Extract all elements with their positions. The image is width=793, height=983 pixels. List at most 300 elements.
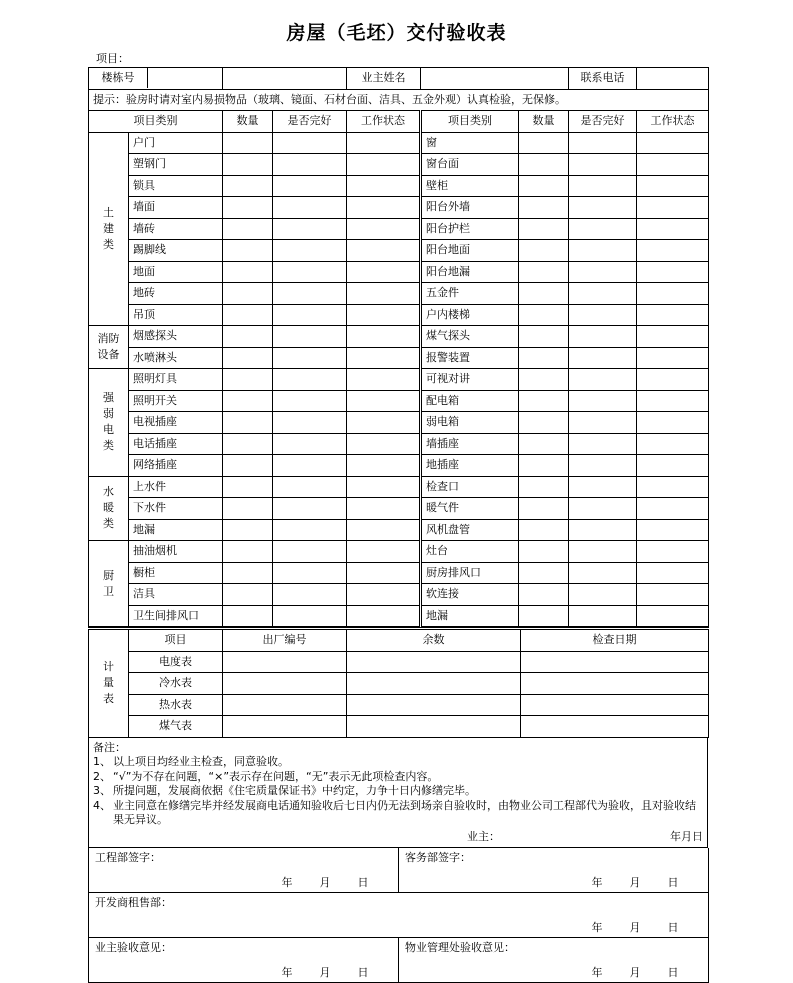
category-label bbox=[89, 326, 129, 369]
qty-left-cell[interactable] bbox=[223, 240, 273, 262]
date-day-label: 日 bbox=[692, 829, 703, 843]
qty-right-cell[interactable] bbox=[519, 562, 569, 584]
status-left-cell[interactable] bbox=[347, 562, 421, 584]
item-name-right: 阳台地漏 bbox=[421, 261, 519, 283]
inspection-row bbox=[89, 455, 709, 477]
qty-right-cell[interactable] bbox=[519, 390, 569, 412]
note-text: 所提问题，发展商依据《住宅质量保证书》中约定，力争十日内修缮完毕。 bbox=[113, 784, 476, 797]
category-char: 电 bbox=[103, 423, 114, 437]
meter-name: 电度表 bbox=[129, 651, 223, 673]
date-year-label: 年 bbox=[591, 876, 603, 889]
note-item bbox=[93, 770, 703, 785]
status-left-cell[interactable] bbox=[347, 498, 421, 520]
property-opinion-date bbox=[578, 967, 692, 979]
item-name-left: 吊顶 bbox=[129, 304, 223, 326]
item-name-left: 地面 bbox=[129, 261, 223, 283]
condition-left-cell[interactable] bbox=[273, 412, 347, 434]
item-name-left: 照明灯具 bbox=[129, 369, 223, 391]
owner-sign-line bbox=[93, 830, 703, 845]
phone-label: 联系电话 bbox=[569, 68, 637, 90]
meter-serial-number-cell[interactable] bbox=[223, 673, 347, 695]
qty-left-cell[interactable] bbox=[223, 455, 273, 477]
inspection-row bbox=[89, 562, 709, 584]
condition-right-cell[interactable] bbox=[569, 498, 637, 520]
date-month-label: 月 bbox=[629, 921, 641, 934]
status-right-cell[interactable] bbox=[637, 197, 709, 219]
developer-sales-sign-date bbox=[578, 922, 692, 934]
condition-left-cell[interactable] bbox=[273, 498, 347, 520]
meter-serial-number-cell[interactable] bbox=[223, 651, 347, 673]
note-text: “√”为不存在问题，“×”表示存在问题，“无”表示无此项检查内容。 bbox=[113, 769, 439, 783]
category-char: 建 bbox=[103, 221, 114, 235]
condition-left-cell[interactable] bbox=[273, 132, 347, 154]
item-name-left: 水喷淋头 bbox=[129, 347, 223, 369]
condition-right-cell[interactable] bbox=[569, 584, 637, 606]
status-right-cell[interactable] bbox=[637, 240, 709, 262]
condition-left-cell[interactable] bbox=[273, 562, 347, 584]
qty-right-cell[interactable] bbox=[519, 347, 569, 369]
qty-left-cell[interactable] bbox=[223, 261, 273, 283]
condition-right-cell[interactable] bbox=[569, 347, 637, 369]
status-left-cell[interactable] bbox=[347, 261, 421, 283]
inspection-row bbox=[89, 175, 709, 197]
category-char: 暖 bbox=[103, 501, 114, 515]
status-right-cell[interactable] bbox=[637, 541, 709, 563]
col-header-category-right: 项目类别 bbox=[421, 111, 519, 133]
status-right-cell[interactable] bbox=[637, 347, 709, 369]
item-name-left: 抽油烟机 bbox=[129, 541, 223, 563]
date-day-label: 日 bbox=[667, 921, 679, 934]
qty-left-cell[interactable] bbox=[223, 476, 273, 498]
engineering-sign-cell[interactable] bbox=[89, 848, 399, 893]
status-left-cell[interactable] bbox=[347, 197, 421, 219]
owner-sign-label: 业主： bbox=[467, 829, 500, 843]
date-year-label: 年 bbox=[591, 966, 603, 979]
condition-right-cell[interactable] bbox=[569, 455, 637, 477]
inspection-row bbox=[89, 498, 709, 520]
condition-left-cell[interactable] bbox=[273, 240, 347, 262]
condition-left-cell[interactable] bbox=[273, 519, 347, 541]
column-header-row bbox=[89, 111, 709, 133]
condition-right-cell[interactable] bbox=[569, 433, 637, 455]
engineering-sign-label: 工程部签字： bbox=[95, 851, 161, 864]
qty-right-cell[interactable] bbox=[519, 175, 569, 197]
note-item bbox=[93, 799, 703, 828]
category-char: 厨 bbox=[103, 568, 114, 582]
inspection-row bbox=[89, 283, 709, 305]
col-header-condition-left: 是否完好 bbox=[273, 111, 347, 133]
qty-left-cell[interactable] bbox=[223, 584, 273, 606]
item-name-right: 煤气探头 bbox=[421, 326, 519, 348]
meter-col-header: 余数 bbox=[347, 629, 521, 652]
item-name-right: 阳台地面 bbox=[421, 240, 519, 262]
item-name-left: 橱柜 bbox=[129, 562, 223, 584]
item-name-right: 厨房排风口 bbox=[421, 562, 519, 584]
qty-left-cell[interactable] bbox=[223, 218, 273, 240]
condition-left-cell[interactable] bbox=[273, 369, 347, 391]
item-name-left: 墙砖 bbox=[129, 218, 223, 240]
date-month-label: 月 bbox=[629, 876, 641, 889]
meter-serial-number-cell[interactable] bbox=[223, 694, 347, 716]
condition-right-cell[interactable] bbox=[569, 476, 637, 498]
meter-row bbox=[89, 673, 709, 695]
date-month-label: 月 bbox=[629, 966, 641, 979]
qty-left-cell[interactable] bbox=[223, 283, 273, 305]
meter-check-date-cell[interactable] bbox=[521, 651, 709, 673]
status-right-cell[interactable] bbox=[637, 304, 709, 326]
qty-right-cell[interactable] bbox=[519, 369, 569, 391]
meter-table bbox=[88, 627, 709, 738]
condition-left-cell[interactable] bbox=[273, 476, 347, 498]
condition-right-cell[interactable] bbox=[569, 261, 637, 283]
qty-left-cell[interactable] bbox=[223, 498, 273, 520]
item-name-right: 墙插座 bbox=[421, 433, 519, 455]
condition-left-cell[interactable] bbox=[273, 584, 347, 606]
condition-left-cell[interactable] bbox=[273, 175, 347, 197]
status-right-cell[interactable] bbox=[637, 412, 709, 434]
category-char: 计 bbox=[103, 660, 114, 674]
status-left-cell[interactable] bbox=[347, 240, 421, 262]
inspection-row bbox=[89, 433, 709, 455]
item-name-left: 塑钢门 bbox=[129, 154, 223, 176]
meter-remaining-cell[interactable] bbox=[347, 694, 521, 716]
note-item bbox=[93, 784, 703, 799]
item-name-left: 墙面 bbox=[129, 197, 223, 219]
category-char: 土 bbox=[103, 205, 114, 219]
status-right-cell[interactable] bbox=[637, 261, 709, 283]
note-text: 业主同意在修缮完毕并经发展商电话通知验收后七日内仍无法到场亲自验收时，由物业公司工程部代为验收，且对验收结果无异议。 bbox=[113, 798, 696, 826]
building-field-extra[interactable] bbox=[223, 68, 347, 90]
status-left-cell[interactable] bbox=[347, 541, 421, 563]
status-left-cell[interactable] bbox=[347, 347, 421, 369]
item-name-left: 踢脚线 bbox=[129, 240, 223, 262]
status-left-cell[interactable] bbox=[347, 584, 421, 606]
status-right-cell[interactable] bbox=[637, 498, 709, 520]
condition-right-cell[interactable] bbox=[569, 132, 637, 154]
status-right-cell[interactable] bbox=[637, 132, 709, 154]
qty-left-cell[interactable] bbox=[223, 154, 273, 176]
notes-table bbox=[88, 738, 708, 849]
status-right-cell[interactable] bbox=[637, 476, 709, 498]
meter-remaining-cell[interactable] bbox=[347, 716, 521, 738]
qty-left-cell[interactable] bbox=[223, 541, 273, 563]
notes-row bbox=[89, 738, 708, 848]
item-name-right: 风机盘管 bbox=[421, 519, 519, 541]
inspection-row bbox=[89, 412, 709, 434]
inspection-row bbox=[89, 218, 709, 240]
category-char: 强 bbox=[103, 391, 114, 405]
item-name-left: 户门 bbox=[129, 132, 223, 154]
inspection-row bbox=[89, 584, 709, 606]
qty-right-cell[interactable] bbox=[519, 584, 569, 606]
qty-left-cell[interactable] bbox=[223, 562, 273, 584]
date-day-label: 日 bbox=[667, 966, 679, 979]
condition-right-cell[interactable] bbox=[569, 154, 637, 176]
customer-service-sign-date bbox=[578, 877, 692, 889]
phone-field[interactable] bbox=[637, 68, 709, 90]
item-name-left: 地漏 bbox=[129, 519, 223, 541]
item-name-right: 可视对讲 bbox=[421, 369, 519, 391]
item-name-right: 弱电箱 bbox=[421, 412, 519, 434]
status-left-cell[interactable] bbox=[347, 433, 421, 455]
signature-table bbox=[88, 848, 709, 983]
status-left-cell[interactable] bbox=[347, 390, 421, 412]
status-right-cell[interactable] bbox=[637, 326, 709, 348]
status-right-cell[interactable] bbox=[637, 519, 709, 541]
qty-right-cell[interactable] bbox=[519, 519, 569, 541]
date-day-label: 日 bbox=[357, 966, 369, 979]
date-year-label: 年 bbox=[281, 966, 293, 979]
category-char: 弱 bbox=[103, 407, 114, 421]
status-right-cell[interactable] bbox=[637, 175, 709, 197]
condition-right-cell[interactable] bbox=[569, 605, 637, 627]
owner-opinion-date bbox=[268, 967, 382, 979]
condition-right-cell[interactable] bbox=[569, 390, 637, 412]
condition-left-cell[interactable] bbox=[273, 541, 347, 563]
qty-left-cell[interactable] bbox=[223, 369, 273, 391]
date-year-label: 年 bbox=[670, 829, 681, 843]
condition-right-cell[interactable] bbox=[569, 218, 637, 240]
status-right-cell[interactable] bbox=[637, 584, 709, 606]
status-right-cell[interactable] bbox=[637, 605, 709, 627]
condition-left-cell[interactable] bbox=[273, 154, 347, 176]
status-left-cell[interactable] bbox=[347, 283, 421, 305]
note-text: 以上项目均经业主检查，同意验收。 bbox=[113, 755, 289, 768]
header-info-row bbox=[89, 68, 709, 90]
item-name-right: 地漏 bbox=[421, 605, 519, 627]
status-left-cell[interactable] bbox=[347, 154, 421, 176]
qty-left-cell[interactable] bbox=[223, 304, 273, 326]
status-right-cell[interactable] bbox=[637, 283, 709, 305]
status-right-cell[interactable] bbox=[637, 455, 709, 477]
notes-cell bbox=[89, 738, 708, 848]
qty-right-cell[interactable] bbox=[519, 498, 569, 520]
qty-right-cell[interactable] bbox=[519, 605, 569, 627]
status-left-cell[interactable] bbox=[347, 605, 421, 627]
meter-name: 热水表 bbox=[129, 694, 223, 716]
owner-opinion-cell[interactable] bbox=[89, 938, 399, 983]
condition-left-cell[interactable] bbox=[273, 605, 347, 627]
meter-check-date-cell[interactable] bbox=[521, 716, 709, 738]
qty-right-cell[interactable] bbox=[519, 412, 569, 434]
col-header-status-right: 工作状态 bbox=[637, 111, 709, 133]
category-label bbox=[89, 541, 129, 627]
item-name-right: 地插座 bbox=[421, 455, 519, 477]
developer-sales-sign-label: 开发商租售部： bbox=[95, 896, 172, 909]
item-name-left: 电话插座 bbox=[129, 433, 223, 455]
project-label: 项目： bbox=[96, 52, 129, 65]
qty-left-cell[interactable] bbox=[223, 390, 273, 412]
inspection-row bbox=[89, 197, 709, 219]
condition-right-cell[interactable] bbox=[569, 283, 637, 305]
qty-right-cell[interactable] bbox=[519, 218, 569, 240]
item-name-right: 灶台 bbox=[421, 541, 519, 563]
customer-service-sign-label: 客务部签字： bbox=[405, 851, 471, 864]
meter-category-label bbox=[89, 629, 129, 738]
date-month-label: 月 bbox=[319, 876, 331, 889]
date-day-label: 日 bbox=[357, 876, 369, 889]
status-left-cell[interactable] bbox=[347, 132, 421, 154]
status-left-cell[interactable] bbox=[347, 175, 421, 197]
meter-row bbox=[89, 694, 709, 716]
qty-right-cell[interactable] bbox=[519, 541, 569, 563]
qty-left-cell[interactable] bbox=[223, 175, 273, 197]
category-char: 量 bbox=[103, 676, 114, 690]
qty-left-cell[interactable] bbox=[223, 326, 273, 348]
developer-sales-sign-cell[interactable] bbox=[89, 893, 709, 938]
item-name-right: 报警装置 bbox=[421, 347, 519, 369]
item-name-right: 软连接 bbox=[421, 584, 519, 606]
note-number: 1、 bbox=[93, 755, 111, 768]
status-right-cell[interactable] bbox=[637, 390, 709, 412]
tip-row bbox=[89, 89, 709, 111]
status-left-cell[interactable] bbox=[347, 369, 421, 391]
item-name-left: 地砖 bbox=[129, 283, 223, 305]
tip-text: 提示：验房时请对室内易损物品（玻璃、镜面、石材台面、洁具、五金外观）认真检验，无保修。 bbox=[89, 89, 709, 111]
qty-right-cell[interactable] bbox=[519, 283, 569, 305]
item-name-right: 检查口 bbox=[421, 476, 519, 498]
item-name-right: 阳台护栏 bbox=[421, 218, 519, 240]
qty-left-cell[interactable] bbox=[223, 347, 273, 369]
owner-opinion-label: 业主验收意见： bbox=[95, 941, 172, 954]
qty-right-cell[interactable] bbox=[519, 433, 569, 455]
condition-right-cell[interactable] bbox=[569, 197, 637, 219]
inspection-table bbox=[88, 67, 709, 627]
date-year-label: 年 bbox=[281, 876, 293, 889]
status-left-cell[interactable] bbox=[347, 218, 421, 240]
col-header-qty-left: 数量 bbox=[223, 111, 273, 133]
condition-left-cell[interactable] bbox=[273, 197, 347, 219]
item-name-right: 暖气件 bbox=[421, 498, 519, 520]
condition-right-cell[interactable] bbox=[569, 412, 637, 434]
note-number: 4、 bbox=[93, 798, 111, 812]
item-name-left: 锁具 bbox=[129, 175, 223, 197]
customer-service-sign-cell[interactable] bbox=[399, 848, 709, 893]
status-left-cell[interactable] bbox=[347, 519, 421, 541]
condition-right-cell[interactable] bbox=[569, 304, 637, 326]
item-name-right: 五金件 bbox=[421, 283, 519, 305]
condition-left-cell[interactable] bbox=[273, 218, 347, 240]
qty-right-cell[interactable] bbox=[519, 476, 569, 498]
status-left-cell[interactable] bbox=[347, 476, 421, 498]
inspection-row bbox=[89, 154, 709, 176]
status-right-cell[interactable] bbox=[637, 154, 709, 176]
qty-right-cell[interactable] bbox=[519, 240, 569, 262]
status-left-cell[interactable] bbox=[347, 455, 421, 477]
condition-right-cell[interactable] bbox=[569, 369, 637, 391]
meter-name: 煤气表 bbox=[129, 716, 223, 738]
qty-right-cell[interactable] bbox=[519, 455, 569, 477]
status-right-cell[interactable] bbox=[637, 369, 709, 391]
status-left-cell[interactable] bbox=[347, 326, 421, 348]
meter-remaining-cell[interactable] bbox=[347, 673, 521, 695]
item-name-right: 阳台外墙 bbox=[421, 197, 519, 219]
item-name-right: 窗 bbox=[421, 132, 519, 154]
date-month-label: 月 bbox=[319, 966, 331, 979]
owner-name-label: 业主姓名 bbox=[347, 68, 421, 90]
condition-right-cell[interactable] bbox=[569, 562, 637, 584]
category-char: 表 bbox=[103, 692, 114, 706]
meter-check-date-cell[interactable] bbox=[521, 694, 709, 716]
qty-left-cell[interactable] bbox=[223, 433, 273, 455]
inspection-row bbox=[89, 476, 709, 498]
meter-col-header: 项目 bbox=[129, 629, 223, 652]
inspection-row bbox=[89, 304, 709, 326]
condition-left-cell[interactable] bbox=[273, 433, 347, 455]
condition-left-cell[interactable] bbox=[273, 283, 347, 305]
meter-remaining-cell[interactable] bbox=[347, 651, 521, 673]
status-left-cell[interactable] bbox=[347, 304, 421, 326]
qty-left-cell[interactable] bbox=[223, 197, 273, 219]
qty-left-cell[interactable] bbox=[223, 132, 273, 154]
condition-left-cell[interactable] bbox=[273, 304, 347, 326]
meter-serial-number-cell[interactable] bbox=[223, 716, 347, 738]
condition-left-cell[interactable] bbox=[273, 261, 347, 283]
meter-name: 冷水表 bbox=[129, 673, 223, 695]
condition-left-cell[interactable] bbox=[273, 326, 347, 348]
category-char: 类 bbox=[103, 237, 114, 251]
date-month-label: 月 bbox=[681, 829, 692, 843]
item-name-right: 壁柜 bbox=[421, 175, 519, 197]
condition-right-cell[interactable] bbox=[569, 326, 637, 348]
note-number: 2、 bbox=[93, 769, 111, 783]
item-name-left: 烟感探头 bbox=[129, 326, 223, 348]
condition-left-cell[interactable] bbox=[273, 390, 347, 412]
meter-header-row bbox=[89, 629, 709, 652]
inspection-row bbox=[89, 347, 709, 369]
condition-right-cell[interactable] bbox=[569, 240, 637, 262]
meter-row bbox=[89, 651, 709, 673]
qty-right-cell[interactable] bbox=[519, 261, 569, 283]
meter-row bbox=[89, 716, 709, 738]
condition-right-cell[interactable] bbox=[569, 519, 637, 541]
category-char: 类 bbox=[103, 439, 114, 453]
status-right-cell[interactable] bbox=[637, 433, 709, 455]
meter-col-header: 检查日期 bbox=[521, 629, 709, 652]
status-right-cell[interactable] bbox=[637, 218, 709, 240]
qty-right-cell[interactable] bbox=[519, 132, 569, 154]
condition-left-cell[interactable] bbox=[273, 455, 347, 477]
qty-left-cell[interactable] bbox=[223, 412, 273, 434]
category-char: 卫 bbox=[103, 584, 114, 598]
item-name-left: 下水件 bbox=[129, 498, 223, 520]
inspection-row bbox=[89, 326, 709, 348]
qty-right-cell[interactable] bbox=[519, 326, 569, 348]
condition-left-cell[interactable] bbox=[273, 347, 347, 369]
status-right-cell[interactable] bbox=[637, 562, 709, 584]
col-header-status-left: 工作状态 bbox=[347, 111, 421, 133]
item-name-left: 电视插座 bbox=[129, 412, 223, 434]
qty-left-cell[interactable] bbox=[223, 605, 273, 627]
date-year-label: 年 bbox=[591, 921, 603, 934]
col-header-category-left: 项目类别 bbox=[89, 111, 223, 133]
category-label bbox=[89, 476, 129, 541]
category-char: 设备 bbox=[97, 348, 120, 361]
property-opinion-cell[interactable] bbox=[399, 938, 709, 983]
condition-right-cell[interactable] bbox=[569, 541, 637, 563]
owner-name-field[interactable] bbox=[421, 68, 569, 90]
qty-left-cell[interactable] bbox=[223, 519, 273, 541]
qty-right-cell[interactable] bbox=[519, 154, 569, 176]
inspection-row bbox=[89, 390, 709, 412]
status-left-cell[interactable] bbox=[347, 412, 421, 434]
condition-right-cell[interactable] bbox=[569, 175, 637, 197]
qty-right-cell[interactable] bbox=[519, 304, 569, 326]
notes-heading: 备注： bbox=[93, 740, 126, 754]
qty-right-cell[interactable] bbox=[519, 197, 569, 219]
meter-check-date-cell[interactable] bbox=[521, 673, 709, 695]
engineering-sign-date bbox=[268, 877, 382, 889]
